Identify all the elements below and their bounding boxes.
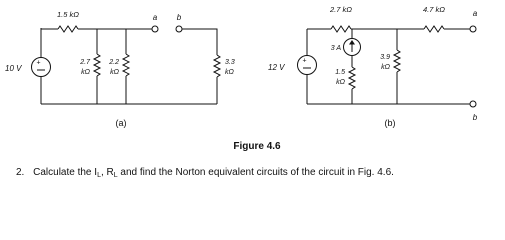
- label-a-source: 10 V: [5, 64, 22, 73]
- label-a-sublabel: (a): [115, 118, 127, 128]
- label-a-r1-value: 2.7: [80, 59, 90, 66]
- resistor-b-1-5k: [349, 67, 355, 89]
- question-sub-1: L: [97, 172, 101, 179]
- label-b-current-source: 3 A: [330, 45, 341, 52]
- terminal-a-node-b: [176, 26, 182, 32]
- label-a-r3-value: 3.3: [225, 59, 235, 66]
- circuit-b: [268, 5, 478, 128]
- label-b-sublabel: (b): [384, 118, 396, 128]
- label-a-r1-unit: kΩ: [81, 69, 90, 76]
- resistor-b-3-9k: [394, 50, 400, 72]
- label-b-r-mid-value: 1.5: [335, 69, 345, 76]
- label-b-node-a: a: [472, 9, 478, 18]
- voltage-source-b: [298, 56, 317, 75]
- resistor-b-2-7k: [331, 26, 351, 32]
- resistor-a-2-7k: [94, 54, 100, 76]
- label-a-1-5k: 1.5 kΩ: [57, 10, 79, 19]
- figure-caption: Figure 4.6: [233, 141, 281, 152]
- label-a-node-b: b: [176, 13, 182, 22]
- terminal-b-node-b: [470, 101, 476, 107]
- terminal-b-node-a: [470, 26, 476, 32]
- label-a-r2-value: 2.2: [109, 59, 119, 66]
- question-sub-2: L: [113, 172, 118, 179]
- label-b-r-mid-unit: kΩ: [336, 79, 345, 86]
- wire-a-top-right: [182, 29, 217, 55]
- question-part-3: and find the Norton equivalent circuits of the circuit in Fig. 4.6.: [117, 167, 394, 178]
- question-text: [16, 167, 394, 179]
- circuit-a: [5, 10, 235, 128]
- plus-sign-a: +: [36, 59, 41, 67]
- label-b-r-right-unit: kΩ: [381, 64, 390, 71]
- label-b-r-right-value: 3.9: [380, 54, 390, 61]
- label-a-node-a: a: [152, 13, 158, 22]
- question-number: 2.: [16, 167, 25, 178]
- plus-sign-b: +: [302, 57, 307, 65]
- label-b-4-7k: 4.7 kΩ: [423, 5, 445, 14]
- question-part-2: , R: [100, 167, 114, 178]
- question-part-1: Calculate the I: [33, 167, 98, 178]
- label-a-r2-unit: kΩ: [110, 69, 119, 76]
- label-b-2-7k: 2.7 kΩ: [330, 5, 352, 14]
- resistor-b-4-7k: [424, 26, 444, 32]
- resistor-a-3-3k: [214, 55, 220, 77]
- resistor-a-2-2k: [123, 54, 129, 76]
- voltage-source-a: [32, 58, 51, 77]
- label-a-r3-unit: kΩ: [225, 69, 234, 76]
- label-b-voltage-source: 12 V: [268, 63, 285, 72]
- wire-a-top-left: [41, 28, 58, 29]
- terminal-a-node-a: [152, 26, 158, 32]
- resistor-a-1-5k: [58, 26, 78, 32]
- label-b-node-b: b: [472, 113, 478, 122]
